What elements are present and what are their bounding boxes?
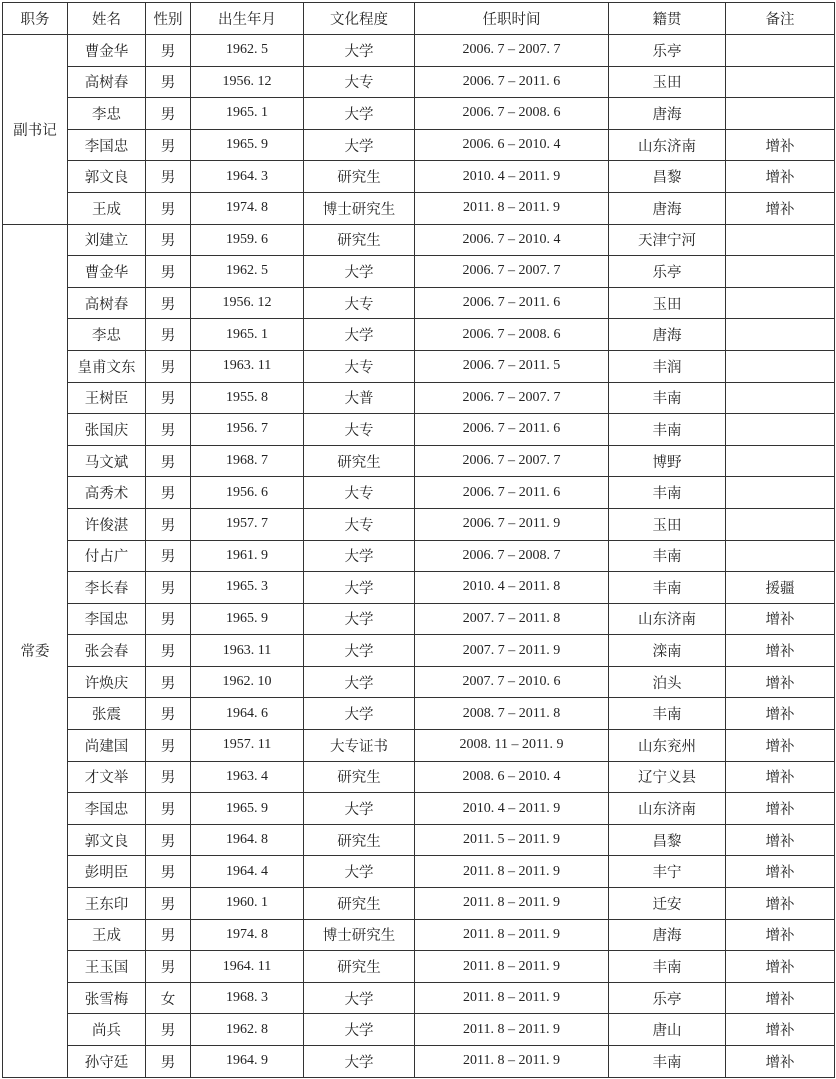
gender-cell: 男	[146, 572, 191, 604]
remark-cell	[726, 382, 835, 414]
table-row	[3, 635, 835, 667]
gender-cell: 男	[146, 730, 191, 762]
header-position: 职务	[3, 3, 68, 35]
table-row	[3, 793, 835, 825]
term-cell: 2008. 6 – 2010. 4	[415, 761, 609, 793]
remark-cell: 增补	[726, 161, 835, 193]
remark-cell	[726, 98, 835, 130]
education-cell: 大学	[304, 1046, 415, 1078]
remark-cell	[726, 477, 835, 509]
origin-cell: 丰南	[609, 698, 726, 730]
birth-cell: 1974. 8	[191, 192, 304, 224]
birth-cell: 1965. 1	[191, 98, 304, 130]
remark-cell: 增补	[726, 666, 835, 698]
gender-cell: 男	[146, 98, 191, 130]
remark-cell: 增补	[726, 730, 835, 762]
table-row	[3, 730, 835, 762]
origin-cell: 丰宁	[609, 856, 726, 888]
table-row	[3, 350, 835, 382]
table-row	[3, 98, 835, 130]
origin-cell: 丰南	[609, 1046, 726, 1078]
origin-cell: 丰南	[609, 540, 726, 572]
education-cell: 研究生	[304, 888, 415, 920]
term-cell: 2006. 7 – 2008. 6	[415, 319, 609, 351]
gender-cell: 男	[146, 856, 191, 888]
origin-cell: 昌黎	[609, 824, 726, 856]
term-cell: 2006. 7 – 2007. 7	[415, 35, 609, 67]
origin-cell: 泊头	[609, 666, 726, 698]
birth-cell: 1959. 6	[191, 224, 304, 256]
birth-cell: 1962. 5	[191, 35, 304, 67]
gender-cell: 男	[146, 824, 191, 856]
table-row	[3, 572, 835, 604]
education-cell: 大学	[304, 1014, 415, 1046]
education-cell: 大学	[304, 540, 415, 572]
education-cell: 大学	[304, 572, 415, 604]
gender-cell: 男	[146, 888, 191, 920]
table-row	[3, 35, 835, 67]
gender-cell: 男	[146, 224, 191, 256]
origin-cell: 玉田	[609, 508, 726, 540]
term-cell: 2011. 8 – 2011. 9	[415, 919, 609, 951]
education-cell: 大专	[304, 477, 415, 509]
header-row	[3, 3, 835, 35]
name-cell: 张雪梅	[68, 982, 146, 1014]
header-gender: 性别	[146, 3, 191, 35]
remark-cell: 增补	[726, 888, 835, 920]
name-cell: 张震	[68, 698, 146, 730]
term-cell: 2010. 4 – 2011. 9	[415, 793, 609, 825]
origin-cell: 博野	[609, 445, 726, 477]
birth-cell: 1962. 5	[191, 256, 304, 288]
name-cell: 王树臣	[68, 382, 146, 414]
remark-cell	[726, 540, 835, 572]
table-row	[3, 888, 835, 920]
term-cell: 2011. 8 – 2011. 9	[415, 856, 609, 888]
name-cell: 郭文良	[68, 161, 146, 193]
term-cell: 2011. 8 – 2011. 9	[415, 982, 609, 1014]
birth-cell: 1964. 4	[191, 856, 304, 888]
name-cell: 王成	[68, 192, 146, 224]
table-row	[3, 824, 835, 856]
name-cell: 李国忠	[68, 129, 146, 161]
education-cell: 大学	[304, 603, 415, 635]
origin-cell: 辽宁义县	[609, 761, 726, 793]
header-education: 文化程度	[304, 3, 415, 35]
education-cell: 研究生	[304, 951, 415, 983]
origin-cell: 丰南	[609, 572, 726, 604]
birth-cell: 1965. 9	[191, 129, 304, 161]
term-cell: 2008. 7 – 2011. 8	[415, 698, 609, 730]
education-cell: 大学	[304, 98, 415, 130]
table-row	[3, 161, 835, 193]
gender-cell: 男	[146, 698, 191, 730]
birth-cell: 1961. 9	[191, 540, 304, 572]
education-cell: 大学	[304, 982, 415, 1014]
education-cell: 大学	[304, 793, 415, 825]
remark-cell	[726, 445, 835, 477]
term-cell: 2006. 7 – 2011. 6	[415, 414, 609, 446]
origin-cell: 丰南	[609, 477, 726, 509]
birth-cell: 1964. 11	[191, 951, 304, 983]
name-cell: 张国庆	[68, 414, 146, 446]
origin-cell: 唐海	[609, 98, 726, 130]
education-cell: 研究生	[304, 824, 415, 856]
table-row	[3, 445, 835, 477]
education-cell: 大学	[304, 635, 415, 667]
term-cell: 2011. 5 – 2011. 9	[415, 824, 609, 856]
education-cell: 大专	[304, 66, 415, 98]
origin-cell: 唐海	[609, 919, 726, 951]
remark-cell: 增补	[726, 1046, 835, 1078]
table-row	[3, 919, 835, 951]
birth-cell: 1965. 3	[191, 572, 304, 604]
remark-cell: 增补	[726, 824, 835, 856]
name-cell: 李国忠	[68, 793, 146, 825]
table-row	[3, 666, 835, 698]
origin-cell: 丰润	[609, 350, 726, 382]
remark-cell	[726, 350, 835, 382]
term-cell: 2006. 7 – 2011. 5	[415, 350, 609, 382]
term-cell: 2008. 11 – 2011. 9	[415, 730, 609, 762]
term-cell: 2011. 8 – 2011. 9	[415, 951, 609, 983]
gender-cell: 男	[146, 256, 191, 288]
gender-cell: 男	[146, 382, 191, 414]
table-row	[3, 256, 835, 288]
name-cell: 李国忠	[68, 603, 146, 635]
table-row	[3, 66, 835, 98]
remark-cell: 增补	[726, 856, 835, 888]
origin-cell: 玉田	[609, 287, 726, 319]
term-cell: 2006. 7 – 2011. 6	[415, 287, 609, 319]
education-cell: 研究生	[304, 161, 415, 193]
origin-cell: 迁安	[609, 888, 726, 920]
table-row	[3, 856, 835, 888]
term-cell: 2006. 7 – 2011. 9	[415, 508, 609, 540]
gender-cell: 男	[146, 635, 191, 667]
gender-cell: 男	[146, 508, 191, 540]
table-row	[3, 224, 835, 256]
gender-cell: 男	[146, 951, 191, 983]
birth-cell: 1957. 7	[191, 508, 304, 540]
table-row	[3, 319, 835, 351]
table-row	[3, 603, 835, 635]
gender-cell: 男	[146, 35, 191, 67]
term-cell: 2010. 4 – 2011. 9	[415, 161, 609, 193]
name-cell: 曹金华	[68, 256, 146, 288]
birth-cell: 1960. 1	[191, 888, 304, 920]
name-cell: 许焕庆	[68, 666, 146, 698]
origin-cell: 丰南	[609, 951, 726, 983]
education-cell: 大专	[304, 350, 415, 382]
name-cell: 郭文良	[68, 824, 146, 856]
origin-cell: 滦南	[609, 635, 726, 667]
remark-cell	[726, 66, 835, 98]
birth-cell: 1964. 6	[191, 698, 304, 730]
table-row	[3, 1046, 835, 1078]
name-cell: 李长春	[68, 572, 146, 604]
gender-cell: 男	[146, 603, 191, 635]
education-cell: 博士研究生	[304, 192, 415, 224]
origin-cell: 昌黎	[609, 161, 726, 193]
birth-cell: 1964. 3	[191, 161, 304, 193]
education-cell: 大学	[304, 856, 415, 888]
birth-cell: 1968. 3	[191, 982, 304, 1014]
position-cell: 副书记	[3, 35, 68, 225]
table-body	[3, 35, 835, 1078]
remark-cell: 增补	[726, 603, 835, 635]
name-cell: 尚兵	[68, 1014, 146, 1046]
position-cell: 常委	[3, 224, 68, 1077]
term-cell: 2011. 8 – 2011. 9	[415, 1014, 609, 1046]
birth-cell: 1956. 12	[191, 287, 304, 319]
table-row	[3, 477, 835, 509]
origin-cell: 乐亭	[609, 982, 726, 1014]
birth-cell: 1956. 7	[191, 414, 304, 446]
remark-cell	[726, 414, 835, 446]
name-cell: 王玉国	[68, 951, 146, 983]
birth-cell: 1956. 6	[191, 477, 304, 509]
birth-cell: 1957. 11	[191, 730, 304, 762]
gender-cell: 男	[146, 319, 191, 351]
remark-cell: 增补	[726, 919, 835, 951]
name-cell: 马文斌	[68, 445, 146, 477]
term-cell: 2006. 7 – 2007. 7	[415, 382, 609, 414]
personnel-table	[2, 2, 835, 1078]
name-cell: 李忠	[68, 98, 146, 130]
remark-cell	[726, 256, 835, 288]
origin-cell: 唐海	[609, 192, 726, 224]
term-cell: 2006. 7 – 2008. 7	[415, 540, 609, 572]
birth-cell: 1964. 8	[191, 824, 304, 856]
remark-cell: 增补	[726, 635, 835, 667]
term-cell: 2006. 7 – 2010. 4	[415, 224, 609, 256]
header-remark: 备注	[726, 3, 835, 35]
name-cell: 许俊湛	[68, 508, 146, 540]
gender-cell: 男	[146, 129, 191, 161]
education-cell: 大学	[304, 666, 415, 698]
education-cell: 大学	[304, 319, 415, 351]
birth-cell: 1963. 4	[191, 761, 304, 793]
birth-cell: 1956. 12	[191, 66, 304, 98]
remark-cell: 增补	[726, 698, 835, 730]
birth-cell: 1964. 9	[191, 1046, 304, 1078]
gender-cell: 男	[146, 66, 191, 98]
birth-cell: 1968. 7	[191, 445, 304, 477]
education-cell: 研究生	[304, 445, 415, 477]
term-cell: 2006. 7 – 2007. 7	[415, 445, 609, 477]
gender-cell: 男	[146, 350, 191, 382]
remark-cell: 增补	[726, 761, 835, 793]
remark-cell	[726, 508, 835, 540]
education-cell: 大专	[304, 508, 415, 540]
table-row	[3, 1014, 835, 1046]
name-cell: 付占广	[68, 540, 146, 572]
table-row	[3, 192, 835, 224]
remark-cell: 援疆	[726, 572, 835, 604]
education-cell: 大学	[304, 129, 415, 161]
birth-cell: 1974. 8	[191, 919, 304, 951]
table-row	[3, 382, 835, 414]
remark-cell: 增补	[726, 129, 835, 161]
birth-cell: 1963. 11	[191, 350, 304, 382]
table-row	[3, 287, 835, 319]
remark-cell	[726, 319, 835, 351]
education-cell: 大学	[304, 256, 415, 288]
birth-cell: 1955. 8	[191, 382, 304, 414]
education-cell: 研究生	[304, 761, 415, 793]
gender-cell: 男	[146, 761, 191, 793]
birth-cell: 1962. 8	[191, 1014, 304, 1046]
gender-cell: 男	[146, 161, 191, 193]
table-row	[3, 508, 835, 540]
term-cell: 2006. 6 – 2010. 4	[415, 129, 609, 161]
education-cell: 大专证书	[304, 730, 415, 762]
gender-cell: 女	[146, 982, 191, 1014]
remark-cell: 增补	[726, 982, 835, 1014]
term-cell: 2011. 8 – 2011. 9	[415, 192, 609, 224]
name-cell: 王东印	[68, 888, 146, 920]
term-cell: 2006. 7 – 2011. 6	[415, 66, 609, 98]
term-cell: 2007. 7 – 2011. 8	[415, 603, 609, 635]
term-cell: 2006. 7 – 2007. 7	[415, 256, 609, 288]
gender-cell: 男	[146, 445, 191, 477]
term-cell: 2007. 7 – 2011. 9	[415, 635, 609, 667]
table-row	[3, 698, 835, 730]
gender-cell: 男	[146, 919, 191, 951]
origin-cell: 山东济南	[609, 793, 726, 825]
gender-cell: 男	[146, 793, 191, 825]
name-cell: 彭明臣	[68, 856, 146, 888]
table-row	[3, 540, 835, 572]
name-cell: 高树春	[68, 66, 146, 98]
education-cell: 大学	[304, 35, 415, 67]
gender-cell: 男	[146, 1014, 191, 1046]
name-cell: 才文举	[68, 761, 146, 793]
gender-cell: 男	[146, 540, 191, 572]
name-cell: 高树春	[68, 287, 146, 319]
header-term: 任职时间	[415, 3, 609, 35]
origin-cell: 丰南	[609, 382, 726, 414]
term-cell: 2011. 8 – 2011. 9	[415, 1046, 609, 1078]
name-cell: 张会春	[68, 635, 146, 667]
remark-cell: 增补	[726, 793, 835, 825]
birth-cell: 1965. 9	[191, 603, 304, 635]
name-cell: 曹金华	[68, 35, 146, 67]
term-cell: 2006. 7 – 2011. 6	[415, 477, 609, 509]
education-cell: 大普	[304, 382, 415, 414]
gender-cell: 男	[146, 192, 191, 224]
table-row	[3, 414, 835, 446]
origin-cell: 乐亭	[609, 256, 726, 288]
term-cell: 2011. 8 – 2011. 9	[415, 888, 609, 920]
name-cell: 尚建国	[68, 730, 146, 762]
remark-cell	[726, 287, 835, 319]
table-row	[3, 761, 835, 793]
education-cell: 大专	[304, 287, 415, 319]
gender-cell: 男	[146, 287, 191, 319]
origin-cell: 丰南	[609, 414, 726, 446]
birth-cell: 1962. 10	[191, 666, 304, 698]
gender-cell: 男	[146, 666, 191, 698]
birth-cell: 1963. 11	[191, 635, 304, 667]
education-cell: 大学	[304, 698, 415, 730]
education-cell: 博士研究生	[304, 919, 415, 951]
education-cell: 大专	[304, 414, 415, 446]
name-cell: 高秀术	[68, 477, 146, 509]
header-name: 姓名	[68, 3, 146, 35]
origin-cell: 唐山	[609, 1014, 726, 1046]
gender-cell: 男	[146, 414, 191, 446]
origin-cell: 山东济南	[609, 129, 726, 161]
remark-cell: 增补	[726, 1014, 835, 1046]
table-row	[3, 951, 835, 983]
origin-cell: 唐海	[609, 319, 726, 351]
remark-cell: 增补	[726, 951, 835, 983]
term-cell: 2010. 4 – 2011. 8	[415, 572, 609, 604]
remark-cell	[726, 35, 835, 67]
origin-cell: 玉田	[609, 66, 726, 98]
birth-cell: 1965. 9	[191, 793, 304, 825]
name-cell: 皇甫文东	[68, 350, 146, 382]
gender-cell: 男	[146, 1046, 191, 1078]
name-cell: 王成	[68, 919, 146, 951]
table-row	[3, 982, 835, 1014]
header-origin: 籍贯	[609, 3, 726, 35]
gender-cell: 男	[146, 477, 191, 509]
origin-cell: 乐亭	[609, 35, 726, 67]
education-cell: 研究生	[304, 224, 415, 256]
origin-cell: 天津宁河	[609, 224, 726, 256]
term-cell: 2006. 7 – 2008. 6	[415, 98, 609, 130]
origin-cell: 山东济南	[609, 603, 726, 635]
birth-cell: 1965. 1	[191, 319, 304, 351]
table-row	[3, 129, 835, 161]
name-cell: 刘建立	[68, 224, 146, 256]
name-cell: 李忠	[68, 319, 146, 351]
term-cell: 2007. 7 – 2010. 6	[415, 666, 609, 698]
header-birth: 出生年月	[191, 3, 304, 35]
remark-cell	[726, 224, 835, 256]
origin-cell: 山东兖州	[609, 730, 726, 762]
remark-cell: 增补	[726, 192, 835, 224]
name-cell: 孙守廷	[68, 1046, 146, 1078]
